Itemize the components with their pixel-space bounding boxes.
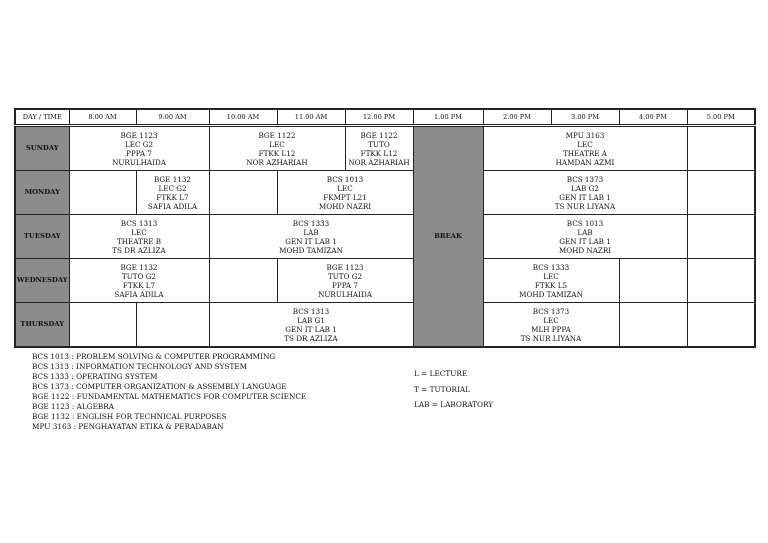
class-slot: [483, 126, 687, 171]
empty-slot: [687, 259, 755, 303]
empty-slot: [619, 303, 687, 348]
class-detail: TUTO: [368, 139, 390, 149]
course-code: BCS 1333: [532, 262, 570, 272]
class-detail: TS NUR LIYANA: [554, 201, 616, 211]
course-code: BGE 1122: [360, 130, 398, 140]
class-detail: LEC: [269, 139, 285, 149]
class-detail: LEC: [543, 271, 559, 281]
class-detail: TS DR AZLIZA: [284, 333, 338, 343]
class-detail: LEC: [131, 227, 147, 237]
class-slot: [69, 259, 209, 303]
class-detail: MOHD NAZRI: [558, 245, 612, 255]
day-label: SUNDAY: [15, 126, 69, 171]
empty-slot: [687, 171, 755, 215]
day-time-header: DAY / TIME: [15, 109, 69, 126]
course-code: BCS 1373: [566, 174, 604, 184]
course-item: BCS 1013 : PROBLEM SOLVING & COMPUTER PROGRAMMING: [32, 352, 276, 361]
course-item: MPU 3163 : PENGHAYATAN ETIKA & PERADABAN: [32, 422, 224, 431]
legend: [414, 366, 493, 413]
course-item: BGE 1123 : ALGEBRA: [32, 402, 115, 411]
class-detail: THEATRE A: [562, 148, 608, 158]
empty-slot: [136, 303, 209, 348]
time-header: 11.00 AM: [277, 109, 345, 126]
legend-item: T = TUTORIAL: [414, 384, 470, 394]
time-header: 12.00 PM: [345, 109, 413, 126]
time-header: 8.00 AM: [69, 109, 136, 126]
class-detail: FKMPT L21: [323, 192, 367, 202]
empty-slot: [209, 171, 277, 215]
class-detail: SAFIA ADILA: [147, 201, 198, 211]
class-detail: SAFIA ADILA: [114, 289, 164, 299]
class-detail: LAB G1: [297, 315, 325, 325]
class-detail: TUTO G2: [327, 271, 363, 281]
timetable-body: [15, 126, 755, 348]
course-code: MPU 3163: [565, 130, 605, 140]
course-code: BGE 1122: [258, 130, 296, 140]
course-item: BGE 1122 : FUNDAMENTAL MATHEMATICS FOR COMPUTER SCIENCE: [32, 392, 307, 401]
course-code: BGE 1132: [120, 262, 158, 272]
course-code: BGE 1123: [120, 130, 158, 140]
legend-item: LAB = LABORATORY: [414, 400, 494, 409]
course-code: BGE 1123: [326, 262, 364, 272]
class-detail: LAB: [303, 227, 319, 237]
course-code: BCS 1313: [292, 306, 330, 316]
legend-item: L = LECTURE: [414, 369, 468, 378]
class-slot: [483, 303, 619, 348]
class-detail: FTKK L12: [258, 148, 296, 158]
class-detail: NURULHAIDA: [112, 157, 166, 167]
empty-slot: [69, 171, 136, 215]
day-row-tuesday: [15, 215, 755, 259]
class-detail: MOHD TAMIZAN: [279, 245, 343, 255]
class-slot: [209, 215, 413, 259]
class-detail: LEC G2: [124, 139, 154, 149]
class-slot: [277, 259, 413, 303]
class-detail: TS DR AZLIZA: [112, 245, 166, 255]
empty-slot: [619, 259, 687, 303]
day-row-wednesday: [15, 259, 755, 303]
time-header: 1.00 PM: [413, 109, 483, 126]
class-slot: [483, 171, 687, 215]
time-header: 10.00 AM: [209, 109, 277, 126]
day-label: TUESDAY: [15, 215, 69, 259]
class-detail: PPPA 7: [126, 148, 152, 158]
class-slot: [69, 215, 209, 259]
class-detail: LEC G2: [158, 183, 187, 193]
day-row-monday: [15, 171, 755, 215]
course-item: BCS 1333 : OPERATING SYSTEM: [32, 372, 158, 381]
course-code: BCS 1013: [326, 174, 364, 184]
course-code: BCS 1373: [532, 306, 570, 316]
class-detail: THEATRE B: [116, 236, 162, 246]
day-label: WEDNESDAY: [15, 259, 69, 303]
course-item: BCS 1313 : INFORMATION TECHNOLOGY AND SYSTEM: [32, 362, 248, 371]
class-detail: LEC: [577, 139, 593, 149]
course-list: [32, 352, 306, 432]
class-detail: PPPA 7: [332, 280, 358, 290]
day-row-thursday: [15, 303, 755, 348]
class-detail: LEC: [337, 183, 353, 193]
class-detail: NOR AZHARIAH: [246, 157, 308, 167]
break-column: BREAK: [413, 126, 483, 348]
class-slot: [209, 303, 413, 348]
empty-slot: [687, 126, 755, 171]
class-detail: NURULHAIDA: [318, 289, 372, 299]
time-header: 4.00 PM: [619, 109, 687, 126]
class-detail: GEN IT LAB 1: [285, 236, 337, 246]
header-row: [15, 109, 755, 126]
class-slot: [345, 126, 413, 171]
course-item: BGE 1132 : ENGLISH FOR TECHNICAL PURPOSES: [32, 412, 227, 421]
timetable: [14, 108, 756, 348]
empty-slot: [69, 303, 136, 348]
course-code: BCS 1333: [292, 218, 330, 228]
class-detail: LAB: [577, 227, 593, 237]
class-detail: MOHD NAZRI: [318, 201, 372, 211]
class-slot: [69, 126, 209, 171]
time-header: 5.00 PM: [687, 109, 755, 126]
empty-slot: [687, 215, 755, 259]
class-detail: LEC: [543, 315, 559, 325]
course-code: BCS 1313: [120, 218, 158, 228]
empty-slot: [687, 303, 755, 348]
class-detail: FTKK L12: [360, 148, 398, 158]
class-detail: GEN IT LAB 1: [285, 324, 337, 334]
class-slot: [483, 259, 619, 303]
class-slot: [277, 171, 413, 215]
time-header: 2.00 PM: [483, 109, 551, 126]
course-item: BCS 1373 : COMPUTER ORGANIZATION & ASSEMBLY LANGUAGE: [32, 382, 287, 391]
day-label: THURSDAY: [15, 303, 69, 348]
class-detail: FTKK L7: [122, 280, 156, 290]
class-slot: [483, 215, 687, 259]
class-detail: TUTO G2: [121, 271, 157, 281]
time-header: 3.00 PM: [551, 109, 619, 126]
course-code: BGE 1132: [154, 174, 191, 184]
class-detail: TS NUR LIYANA: [520, 333, 582, 343]
class-detail: HAMDAN AZMI: [555, 157, 615, 167]
day-label: MONDAY: [15, 171, 69, 215]
class-detail: NOR AZHARIAH: [348, 157, 410, 167]
class-slot: [209, 126, 345, 171]
class-detail: FTKK L5: [534, 280, 568, 290]
class-detail: GEN IT LAB 1: [559, 192, 611, 202]
class-slot: [136, 171, 209, 215]
class-detail: FTKK L7: [156, 192, 189, 202]
class-detail: MOHD TAMIZAN: [519, 289, 583, 299]
class-detail: LAB G2: [571, 183, 599, 193]
time-header: 9.00 AM: [136, 109, 209, 126]
course-code: BCS 1013: [566, 218, 604, 228]
day-row-sunday: [15, 126, 755, 171]
class-detail: GEN IT LAB 1: [559, 236, 611, 246]
empty-slot: [209, 259, 277, 303]
class-detail: MLH PPPA: [531, 324, 571, 334]
